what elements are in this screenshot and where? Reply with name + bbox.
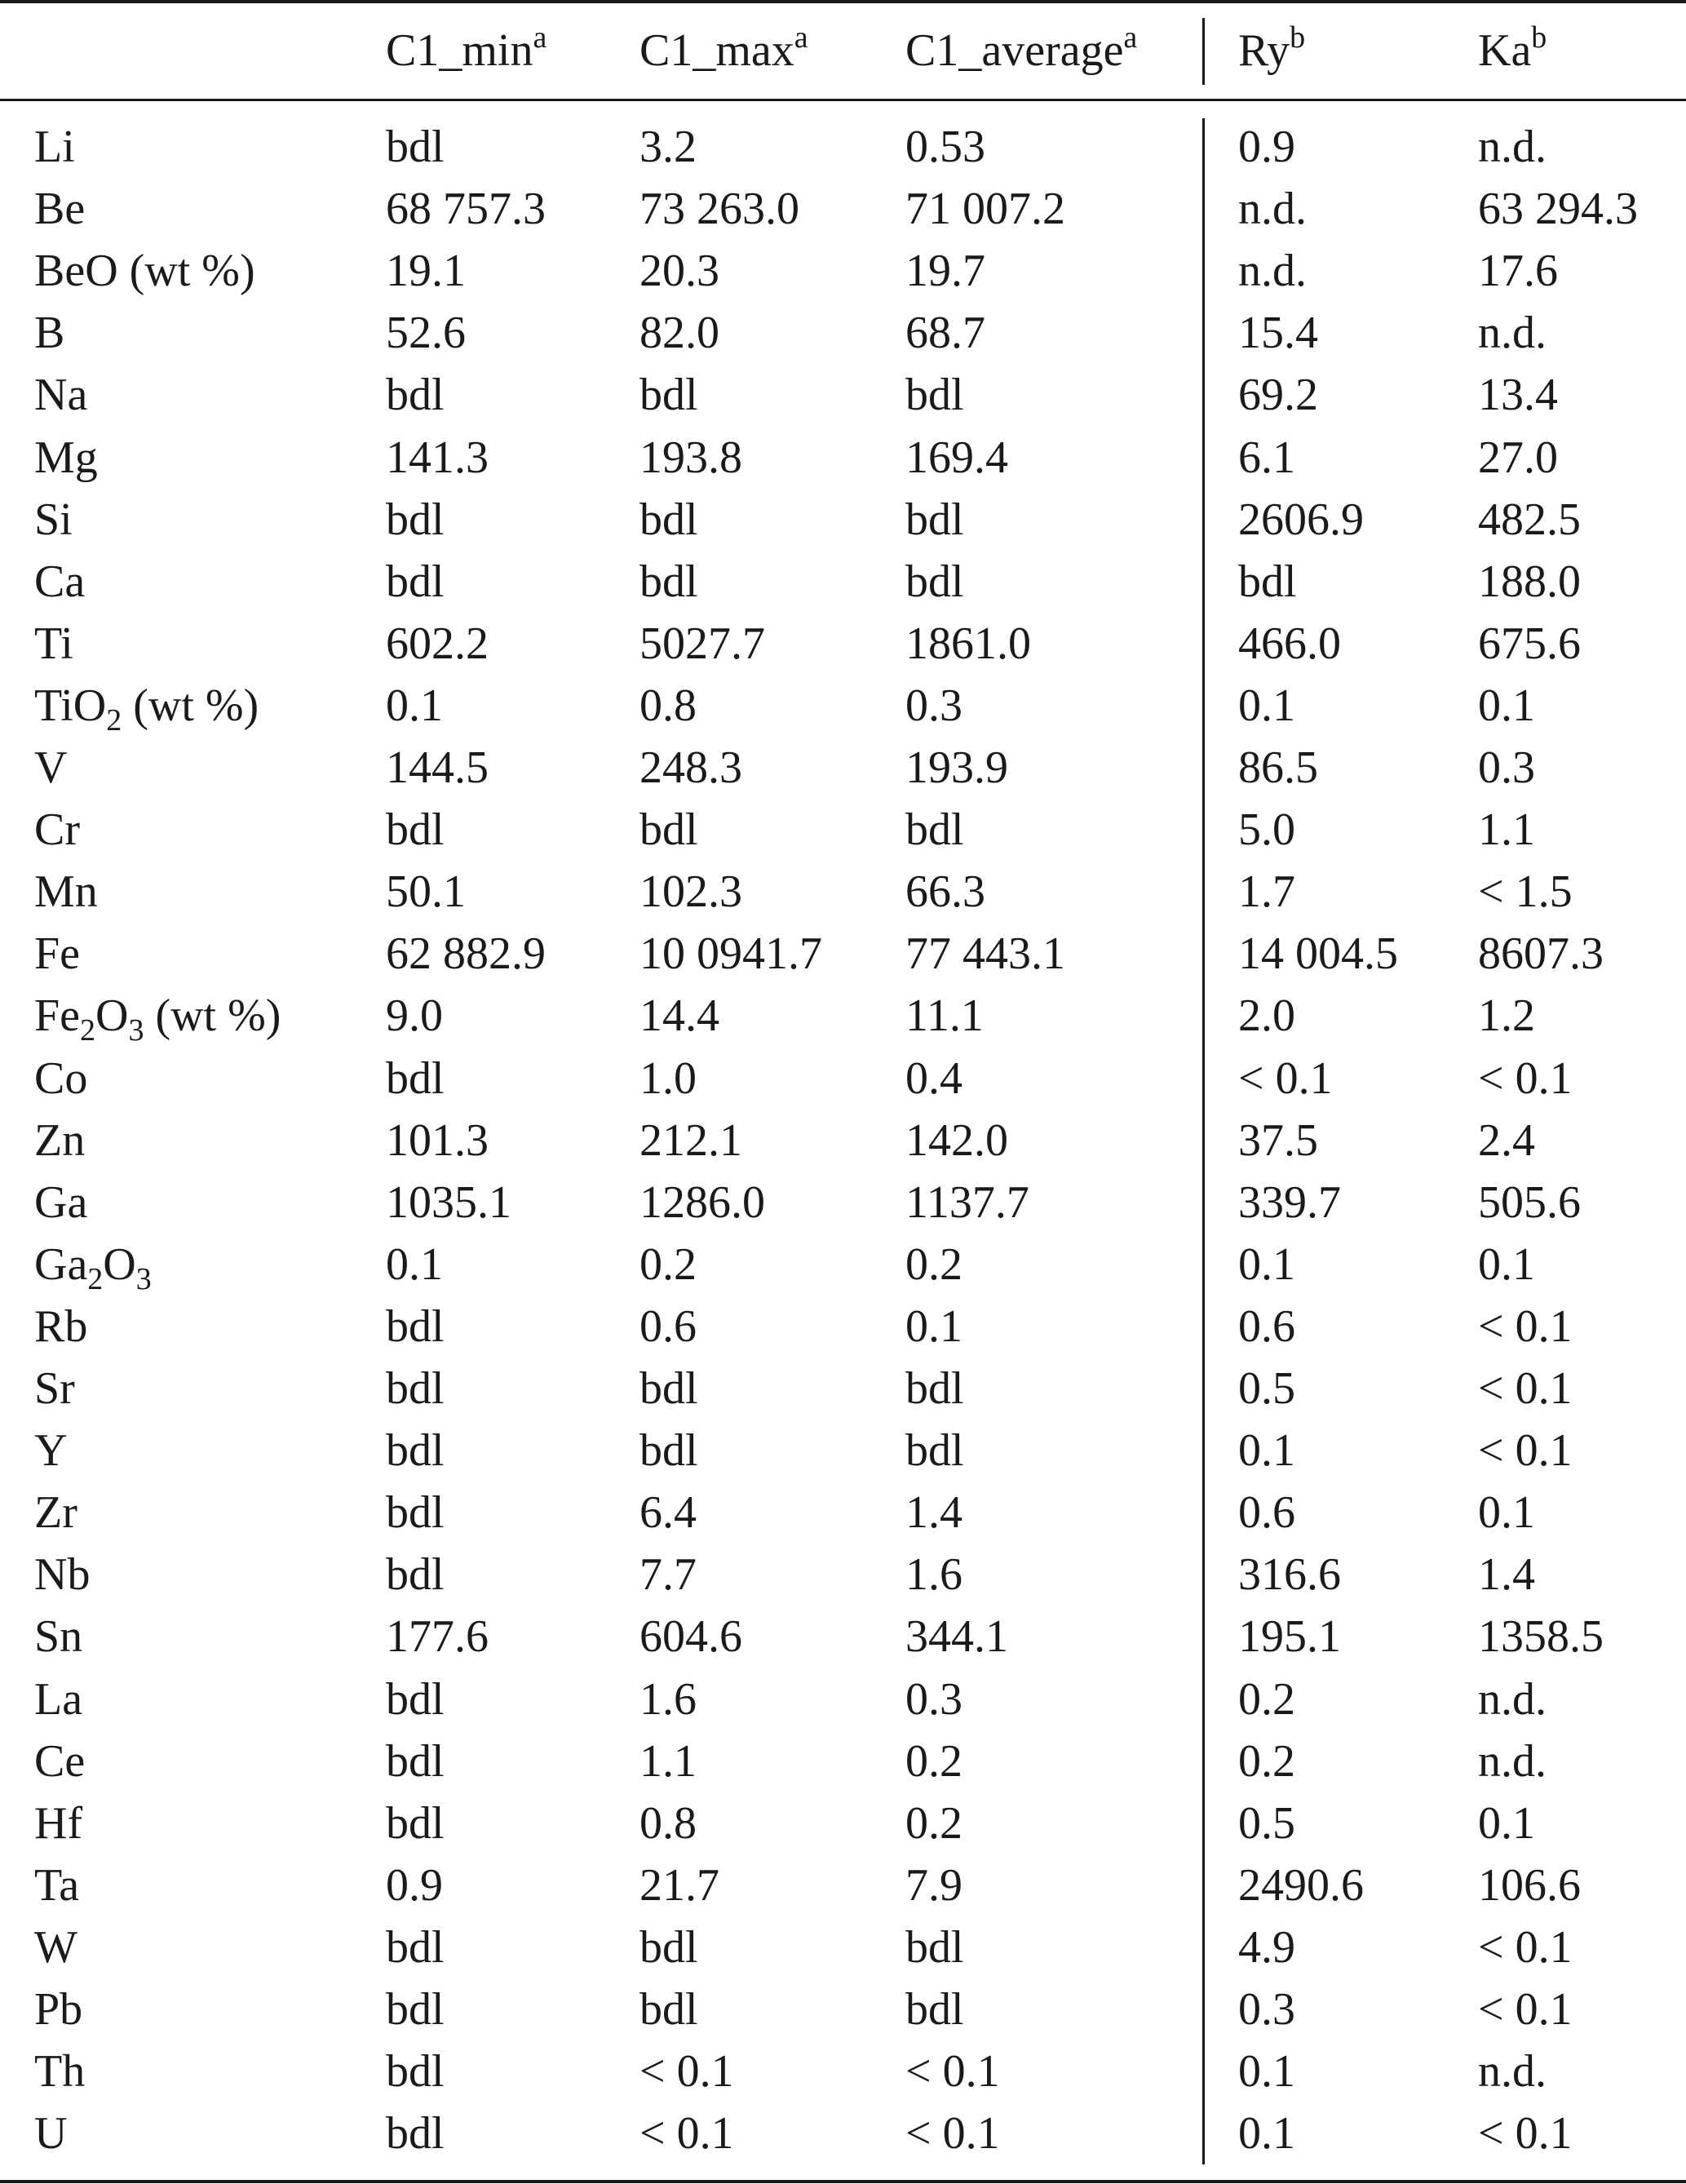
table-cell: 1.4 xyxy=(1478,1549,1535,1600)
table-cell: 0.6 xyxy=(639,1301,697,1352)
table-cell: 0.1 xyxy=(386,1239,443,1290)
table-cell: bdl xyxy=(905,494,964,545)
table-cell: 0.53 xyxy=(905,122,985,172)
row-label: Cr xyxy=(34,804,80,855)
row-label: Th xyxy=(34,2046,86,2097)
table-cell: 195.1 xyxy=(1238,1611,1341,1662)
row-label: Nb xyxy=(34,1549,91,1600)
table-cell: 0.2 xyxy=(905,1798,962,1849)
table-cell: 0.5 xyxy=(1238,1363,1295,1414)
table-cell: bdl xyxy=(905,370,964,420)
table-cell: 604.6 xyxy=(639,1611,742,1662)
header-c1-min: $C1\_\min^a$ xyxy=(386,20,547,76)
table-cell: 248.3 xyxy=(639,742,742,793)
row-label: Y xyxy=(34,1425,68,1476)
table-cell: 6.4 xyxy=(639,1487,697,1538)
table-cell: 101.3 xyxy=(386,1115,489,1166)
row-label: Pb xyxy=(34,1984,83,2035)
table-cell: bdl xyxy=(386,1363,445,1414)
table-cell: bdl xyxy=(639,1425,698,1476)
table-cell: 73 263.0 xyxy=(639,184,799,234)
table-cell: < 0.1 xyxy=(1478,1053,1573,1104)
table-cell: bdl xyxy=(639,370,698,420)
table-cell: bdl xyxy=(905,1363,964,1414)
table-cell: 63 294.3 xyxy=(1478,184,1638,234)
table-cell: 188.0 xyxy=(1478,556,1581,607)
table-cell: 17.6 xyxy=(1478,246,1558,296)
table-cell: 0.9 xyxy=(1238,122,1295,172)
table-cell: 0.1 xyxy=(905,1301,962,1352)
table-cell: 0.2 xyxy=(639,1239,697,1290)
table-cell: bdl xyxy=(905,556,964,607)
table-cell: 169.4 xyxy=(905,432,1008,483)
table-cell: 0.6 xyxy=(1238,1301,1295,1352)
row-label: Li xyxy=(34,122,75,172)
table-cell: 69.2 xyxy=(1238,370,1318,420)
column-divider-body xyxy=(1202,118,1205,2164)
row-label: Be xyxy=(34,184,86,234)
table-cell: < 0.1 xyxy=(1478,1425,1573,1476)
table-cell: bdl xyxy=(386,1301,445,1352)
table-cell: 19.7 xyxy=(905,246,985,296)
table-cell: 1137.7 xyxy=(905,1177,1029,1228)
table-cell: 339.7 xyxy=(1238,1177,1341,1228)
table-cell: 193.8 xyxy=(639,432,742,483)
table-cell: 9.0 xyxy=(386,990,443,1041)
row-label: Co xyxy=(34,1053,88,1104)
table-cell: 37.5 xyxy=(1238,1115,1318,1166)
table-cell: 0.5 xyxy=(1238,1798,1295,1849)
table-cell: < 0.1 xyxy=(905,2108,1000,2159)
table-cell: 0.8 xyxy=(639,680,697,731)
table-cell: 193.9 xyxy=(905,742,1008,793)
table-cell: bdl xyxy=(386,1984,445,2035)
table-cell: 344.1 xyxy=(905,1611,1008,1662)
table-cell: 0.1 xyxy=(1238,1239,1295,1290)
table-cell: 0.1 xyxy=(386,680,443,731)
table-cell: 1.6 xyxy=(905,1549,962,1600)
table-cell: 177.6 xyxy=(386,1611,489,1662)
table-cell: < 1.5 xyxy=(1478,866,1573,917)
table-cell: 4.9 xyxy=(1238,1922,1295,1973)
row-label: Zn xyxy=(34,1115,86,1166)
table-cell: bdl xyxy=(386,1674,445,1725)
table-cell: 0.1 xyxy=(1478,680,1535,731)
table-cell: < 0.1 xyxy=(1478,1922,1573,1973)
table-cell: 20.3 xyxy=(639,246,719,296)
row-label: Mn xyxy=(34,866,98,917)
table-cell: 2.4 xyxy=(1478,1115,1535,1166)
row-label: Zr xyxy=(34,1487,77,1538)
table-top-rule xyxy=(0,0,1686,3)
table-cell: 3.2 xyxy=(639,122,697,172)
table-cell: 1035.1 xyxy=(386,1177,511,1228)
table-cell: bdl xyxy=(905,1984,964,2035)
row-label: Ta xyxy=(34,1860,80,1911)
table-cell: n.d. xyxy=(1478,1736,1547,1787)
table-cell: 14 004.5 xyxy=(1238,928,1398,979)
table-cell: 7.9 xyxy=(905,1860,962,1911)
table-cell: bdl xyxy=(386,1549,445,1600)
table-cell: bdl xyxy=(639,1984,698,2035)
table-cell: bdl xyxy=(639,804,698,855)
table-cell: 0.1 xyxy=(1478,1239,1535,1290)
table-cell: 0.3 xyxy=(905,1674,962,1725)
table-cell: bdl xyxy=(386,1487,445,1538)
table-cell: 77 443.1 xyxy=(905,928,1065,979)
table-cell: 675.6 xyxy=(1478,618,1581,669)
table-cell: 52.6 xyxy=(386,308,466,358)
table-cell: 2606.9 xyxy=(1238,494,1364,545)
table-cell: 71 007.2 xyxy=(905,184,1065,234)
row-label: Sn xyxy=(34,1611,83,1662)
table-cell: 1358.5 xyxy=(1478,1611,1604,1662)
table-cell: 1.2 xyxy=(1478,990,1535,1041)
row-label: U xyxy=(34,2108,68,2159)
row-label: La xyxy=(34,1674,83,1725)
table-cell: 82.0 xyxy=(639,308,719,358)
table-cell: 0.3 xyxy=(905,680,962,731)
table-bottom-rule xyxy=(0,2180,1686,2183)
table-cell: 1.1 xyxy=(639,1736,697,1787)
row-label: $Fe_2O_3$ (wt %) xyxy=(34,990,281,1048)
row-label: Ce xyxy=(34,1736,86,1787)
table-cell: 0.8 xyxy=(639,1798,697,1849)
table-cell: 0.1 xyxy=(1238,1425,1295,1476)
table-cell: bdl xyxy=(386,122,445,172)
table-cell: 482.5 xyxy=(1478,494,1581,545)
row-label: Rb xyxy=(34,1301,88,1352)
row-label: BeO (wt %) xyxy=(34,246,255,296)
row-label: TiO$_2$ (wt %) xyxy=(34,680,259,738)
header-ry: Ry$^b$ xyxy=(1238,20,1306,76)
table-cell: bdl xyxy=(905,1922,964,1973)
table-cell: 0.4 xyxy=(905,1053,962,1104)
table-cell: 68 757.3 xyxy=(386,184,546,234)
table-cell: n.d. xyxy=(1478,1674,1547,1725)
table-cell: 0.1 xyxy=(1478,1798,1535,1849)
row-label: Sr xyxy=(34,1363,75,1414)
table-cell: 0.1 xyxy=(1238,680,1295,731)
table-cell: 11.1 xyxy=(905,990,984,1041)
table-cell: n.d. xyxy=(1478,2046,1547,2097)
table-cell: 21.7 xyxy=(639,1860,719,1911)
table-cell: < 0.1 xyxy=(1478,1363,1573,1414)
table-cell: 68.7 xyxy=(905,308,985,358)
row-label: V xyxy=(34,742,68,793)
table-cell: 0.6 xyxy=(1238,1487,1295,1538)
table-cell: 0.1 xyxy=(1238,2108,1295,2159)
table-cell: < 0.1 xyxy=(639,2108,734,2159)
table-cell: 7.7 xyxy=(639,1549,697,1600)
table-cell: 66.3 xyxy=(905,866,985,917)
table-cell: 13.4 xyxy=(1478,370,1558,420)
column-divider-header xyxy=(1202,18,1205,85)
table-cell: 142.0 xyxy=(905,1115,1008,1166)
table-cell: 6.1 xyxy=(1238,432,1295,483)
table-cell: bdl xyxy=(386,1736,445,1787)
table-cell: < 0.1 xyxy=(639,2046,734,2097)
table-cell: 27.0 xyxy=(1478,432,1558,483)
row-label: Fe xyxy=(34,928,80,979)
table-cell: 0.2 xyxy=(1238,1736,1295,1787)
row-label: W xyxy=(34,1922,77,1973)
table-cell: 1.0 xyxy=(639,1053,697,1104)
table-cell: < 0.1 xyxy=(1238,1053,1333,1104)
table-cell: bdl xyxy=(386,1798,445,1849)
table-cell: bdl xyxy=(639,1922,698,1973)
table-cell: bdl xyxy=(386,1425,445,1476)
table-cell: 2490.6 xyxy=(1238,1860,1364,1911)
table-cell: 466.0 xyxy=(1238,618,1341,669)
table-cell: 144.5 xyxy=(386,742,489,793)
table-cell: bdl xyxy=(386,804,445,855)
table-cell: bdl xyxy=(1238,556,1297,607)
table-cell: n.d. xyxy=(1238,246,1307,296)
table-cell: bdl xyxy=(639,1363,698,1414)
table-cell: bdl xyxy=(639,556,698,607)
row-label: Ca xyxy=(34,556,86,607)
table-cell: 14.4 xyxy=(639,990,719,1041)
table-cell: 19.1 xyxy=(386,246,466,296)
table-cell: < 0.1 xyxy=(905,2046,1000,2097)
table-cell: 15.4 xyxy=(1238,308,1318,358)
table-cell: bdl xyxy=(386,494,445,545)
row-label: Na xyxy=(34,370,88,420)
table-cell: 1286.0 xyxy=(639,1177,765,1228)
table-cell: 8607.3 xyxy=(1478,928,1604,979)
row-label: $Ga_2O_3$ xyxy=(34,1239,152,1296)
row-label: Si xyxy=(34,494,73,545)
table-cell: 0.1 xyxy=(1238,2046,1295,2097)
table-cell: 1.1 xyxy=(1478,804,1535,855)
table-cell: 1861.0 xyxy=(905,618,1031,669)
table-cell: 106.6 xyxy=(1478,1860,1581,1911)
table-cell: 2.0 xyxy=(1238,990,1295,1041)
table-cell: bdl xyxy=(386,2046,445,2097)
table-cell: bdl xyxy=(639,494,698,545)
table-cell: bdl xyxy=(386,556,445,607)
table-cell: 1.6 xyxy=(639,1674,697,1725)
table-cell: < 0.1 xyxy=(1478,1301,1573,1352)
table-cell: 212.1 xyxy=(639,1115,742,1166)
row-label: Ga xyxy=(34,1177,88,1228)
table-header-rule xyxy=(0,99,1686,101)
table-cell: 316.6 xyxy=(1238,1549,1341,1600)
table-cell: bdl xyxy=(905,1425,964,1476)
table-cell: < 0.1 xyxy=(1478,1984,1573,2035)
row-label: Mg xyxy=(34,432,98,483)
table-cell: 0.2 xyxy=(1238,1674,1295,1725)
header-c1-max: $C1\_\max^a$ xyxy=(639,20,808,76)
row-label: Hf xyxy=(34,1798,83,1849)
table-cell: bdl xyxy=(386,1053,445,1104)
table-cell: 0.9 xyxy=(386,1860,443,1911)
table-cell: n.d. xyxy=(1478,308,1547,358)
table-cell: 1.7 xyxy=(1238,866,1295,917)
header-ka: Ka$^b$ xyxy=(1478,20,1547,76)
table-cell: 5.0 xyxy=(1238,804,1295,855)
table-cell: 0.3 xyxy=(1478,742,1535,793)
table-cell: 5027.7 xyxy=(639,618,765,669)
table-cell: 50.1 xyxy=(386,866,466,917)
table-cell: 102.3 xyxy=(639,866,742,917)
table-cell: 1.4 xyxy=(905,1487,962,1538)
table-cell: 141.3 xyxy=(386,432,489,483)
table-cell: < 0.1 xyxy=(1478,2108,1573,2159)
table-cell: 86.5 xyxy=(1238,742,1318,793)
table-cell: 10 0941.7 xyxy=(639,928,822,979)
table-cell: bdl xyxy=(905,804,964,855)
table-cell: 505.6 xyxy=(1478,1177,1581,1228)
table-cell: bdl xyxy=(386,1922,445,1973)
table-cell: 0.1 xyxy=(1478,1487,1535,1538)
table-cell: bdl xyxy=(386,2108,445,2159)
table-cell: 62 882.9 xyxy=(386,928,546,979)
table-cell: bdl xyxy=(386,370,445,420)
table-cell: n.d. xyxy=(1238,184,1307,234)
row-label: Ti xyxy=(34,618,73,669)
table-cell: 0.3 xyxy=(1238,1984,1295,2035)
table-cell: 0.2 xyxy=(905,1239,962,1290)
row-label: B xyxy=(34,308,65,358)
table-cell: 0.2 xyxy=(905,1736,962,1787)
header-c1-average: C1_average$^a$ xyxy=(905,20,1138,76)
table-cell: 602.2 xyxy=(386,618,489,669)
table-cell: n.d. xyxy=(1478,122,1547,172)
